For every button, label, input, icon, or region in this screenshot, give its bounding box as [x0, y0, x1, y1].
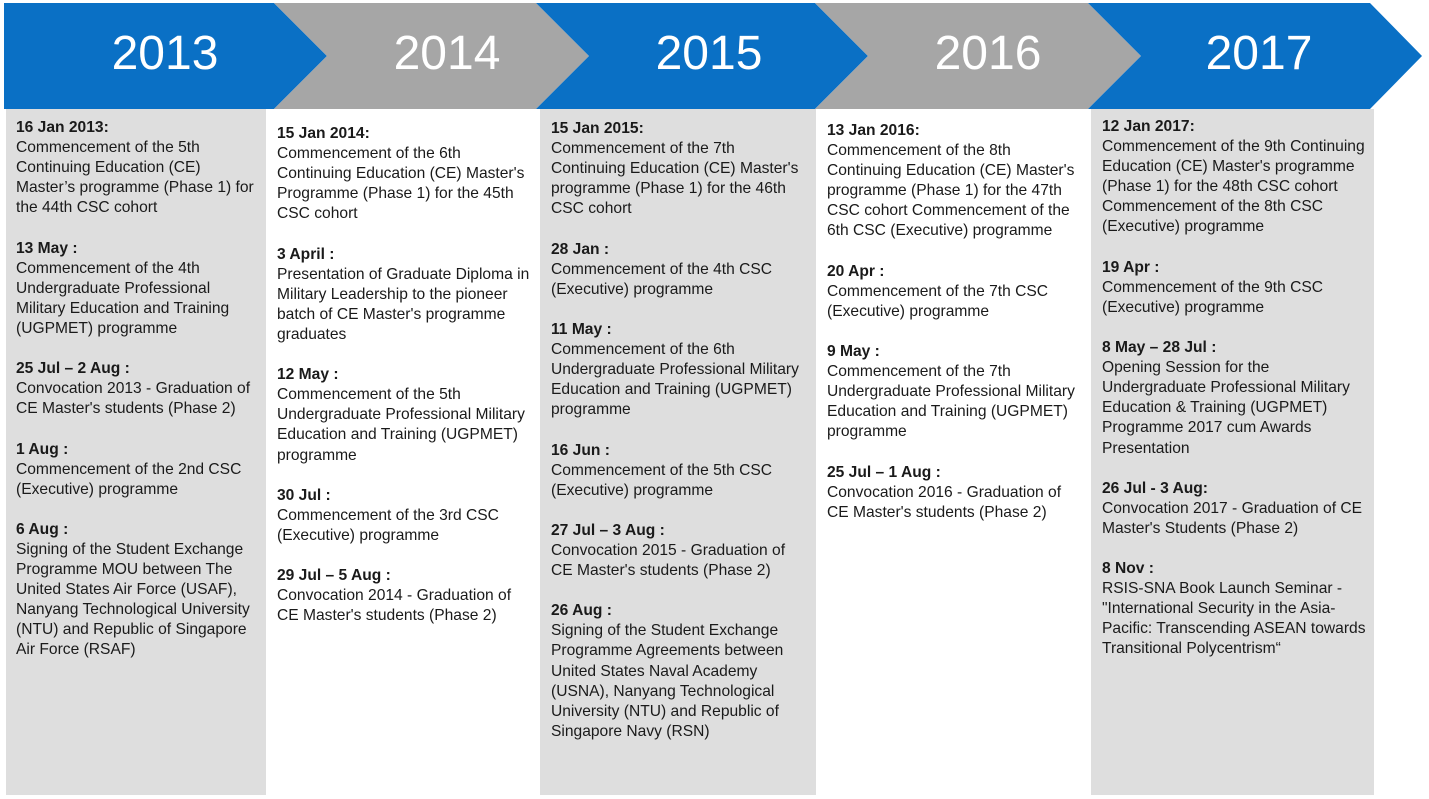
event-date: 3 April : [277, 245, 335, 263]
event-item [16, 359, 260, 419]
event-description: Opening Session for the Undergraduate Professional Military Education & Training (UGPMET) Programme 2017 cum Awards Presentation [1102, 359, 1350, 457]
event-item [551, 240, 810, 300]
event-description: Convocation 2014 - Graduation of CE Master's students (Phase 2) [277, 587, 512, 625]
event-date: 15 Jan 2015: [551, 120, 644, 137]
event-date: 25 Jul – 1 Aug : [827, 463, 941, 481]
event-description: Commencement of the 7th Undergraduate Professional Military Education and Training (UGPMET) programme [827, 363, 1075, 441]
event-date: 25 Jul – 2 Aug : [16, 360, 130, 378]
event-description: Commencement of the 4th CSC (Executive) programme [551, 260, 773, 298]
event-item [277, 566, 534, 626]
event-description: Commencement of the 2nd CSC (Executive) programme [16, 460, 242, 498]
event-item [1102, 559, 1368, 659]
year-column-2013 [6, 109, 266, 795]
event-description: Commencement of the 9th CSC (Executive) programme [1102, 278, 1324, 316]
event-date: 1 Aug : [16, 440, 69, 458]
event-item [551, 119, 810, 219]
year-label-2013: 2013 [111, 27, 219, 80]
event-item [551, 601, 810, 742]
event-item [16, 520, 260, 661]
event-date: 9 May : [827, 343, 880, 361]
event-item [277, 486, 534, 546]
year-label-2015: 2015 [655, 27, 763, 80]
event-description: Commencement of the 5th Undergraduate Professional Military Education and Training (UGPMET) programme [277, 386, 525, 464]
event-date: 16 Jun : [551, 441, 610, 459]
event-description: Convocation 2016 - Graduation of CE Master's students (Phase 2) [827, 483, 1062, 521]
event-description: Commencement of the 9th Continuing Education (CE) Master's programme (Phase 1) for the 48th CSC cohort Commencement of the 8th CSC (Executive) programme [1102, 138, 1365, 236]
event-description: Commencement of the 3rd CSC (Executive) programme [277, 506, 499, 544]
event-item [16, 118, 260, 218]
event-item [1102, 258, 1368, 318]
event-description: Commencement of the 4th Undergraduate Professional Military Education and Training (UGPMET) programme [16, 259, 230, 337]
event-description: Commencement of the 7th Continuing Education (CE) Master's programme (Phase 1) for the 46th CSC cohort [551, 140, 799, 218]
event-date: 28 Jan : [551, 240, 610, 258]
event-item [827, 121, 1085, 242]
event-date: 13 Jan 2016: [827, 122, 920, 139]
event-item [16, 239, 260, 339]
event-description: Commencement of the 5th CSC (Executive) programme [551, 461, 773, 499]
year-column-2017 [1091, 109, 1374, 795]
event-description: Commencement of the 8th Continuing Education (CE) Master's programme (Phase 1) for the 47th CSC cohort Commencement of the 6th CSC (Executive) programme [827, 142, 1075, 240]
event-item [16, 440, 260, 500]
event-item [551, 320, 810, 420]
event-description: Commencement of the 6th Undergraduate Professional Military Education and Training (UGPMET) programme [551, 341, 799, 419]
event-description: Convocation 2017 - Graduation of CE Master's Students (Phase 2) [1102, 499, 1363, 537]
event-date: 6 Aug : [16, 520, 69, 538]
event-date: 12 May : [277, 366, 339, 384]
event-date: 20 Apr : [827, 262, 885, 280]
event-description: Commencement of the 6th Continuing Education (CE) Master's Programme (Phase 1) for the 45th CSC cohort [277, 145, 525, 223]
event-item [827, 342, 1085, 442]
event-date: 11 May : [551, 320, 612, 338]
event-description: Convocation 2015 - Graduation of CE Master's students (Phase 2) [551, 541, 786, 580]
year-column-2015 [540, 109, 816, 795]
event-description: Convocation 2013 - Graduation of CE Master's students (Phase 2) [16, 380, 251, 418]
event-description: Commencement of the 5th Continuing Education (CE) Master’s programme (Phase 1) for the 44th CSC cohort [16, 139, 254, 217]
event-item [277, 365, 534, 465]
event-date: 30 Jul : [277, 486, 331, 504]
event-description: Presentation of Graduate Diploma in Military Leadership to the pioneer batch of CE Master's programme graduates [277, 265, 530, 343]
year-column-2014 [266, 109, 540, 795]
event-date: 8 May – 28 Jul : [1102, 339, 1217, 357]
event-item [827, 463, 1085, 523]
event-date: 13 May : [16, 239, 78, 257]
event-item [277, 245, 534, 345]
event-date: 26 Aug : [551, 602, 612, 620]
event-item [1102, 338, 1368, 459]
event-item [1102, 479, 1368, 539]
event-date: 15 Jan 2014: [277, 125, 370, 142]
event-item [277, 124, 534, 224]
year-label-2017: 2017 [1205, 27, 1313, 80]
event-description: Commencement of the 7th CSC (Executive) programme [827, 282, 1049, 320]
event-item [1102, 117, 1368, 238]
event-description: RSIS-SNA Book Launch Seminar - "International Security in the Asia-Pacific: Transcending ASEAN towards Transitional Polycentrism“ [1102, 580, 1366, 658]
event-date: 19 Apr : [1102, 258, 1160, 276]
event-date: 27 Jul – 3 Aug : [551, 521, 665, 539]
event-description: Signing of the Student Exchange Programme MOU between The United States Air Force (USAF), Nanyang Technological University (NTU) and Republic of Singapore Air Force (RSAF) [16, 540, 250, 659]
year-column-2016 [816, 109, 1091, 795]
event-date: 12 Jan 2017: [1102, 118, 1195, 135]
event-date: 8 Nov : [1102, 560, 1154, 578]
event-date: 16 Jan 2013: [16, 119, 109, 136]
event-date: 29 Jul – 5 Aug : [277, 567, 391, 585]
event-item [551, 441, 810, 501]
year-label-2016: 2016 [934, 27, 1042, 80]
year-label-2014: 2014 [393, 27, 501, 80]
event-item [827, 262, 1085, 322]
event-date: 26 Jul - 3 Aug: [1102, 479, 1208, 497]
event-item [551, 521, 810, 581]
event-description: Signing of the Student Exchange Programme Agreements between United States Naval Academy (USNA), Nanyang Technological University (NTU) and Republic of Singapore Navy (RSN) [551, 622, 784, 740]
